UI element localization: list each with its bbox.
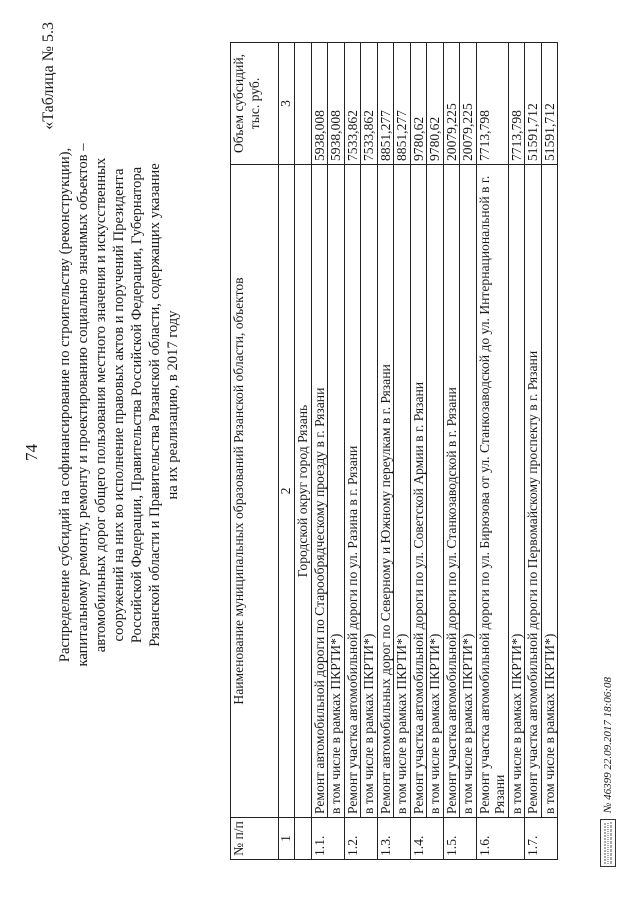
row-amount: 20079,225 (443, 43, 460, 165)
subrow-amount: 7533,862 (361, 43, 378, 165)
subsidy-table (230, 42, 558, 860)
subrow-amount: 9780,62 (427, 43, 444, 165)
subrow-amount: 51591,712 (541, 43, 558, 165)
table-subrow (394, 43, 411, 860)
table-subrow (460, 43, 477, 860)
table-subrow (541, 43, 558, 860)
row-name: Ремонт участка автомобильной дороги по ул. Разина в г. Рязани (344, 165, 361, 818)
row-amount: 8851,277 (377, 43, 394, 165)
subrow-amount: 20079,225 (460, 43, 477, 165)
table-row (377, 43, 394, 860)
title-line: капитальному ремонту, ремонту и проектированию социально значимых объектов – (75, 143, 91, 667)
page-number: 74 (22, 444, 41, 461)
table-subrow (328, 43, 345, 860)
table-row (311, 43, 328, 860)
title-line: автомобильных дорог общего пользования местного значения и искусственных (93, 157, 109, 653)
row-number: 1.7. (525, 818, 558, 860)
registration-stamp-icon (600, 819, 616, 867)
subrow-name: в том числе в рамках ПКРТИ*) (541, 165, 558, 818)
table-subrow (361, 43, 378, 860)
column-index: 3 (279, 43, 295, 165)
column-index: 2 (279, 165, 295, 818)
subrow-amount: 7713,798 (508, 43, 525, 165)
row-name: Ремонт участка автомобильной дороги по ул. Бирюзова от ул. Станкозаводской до ул. Интернациональной в г. Рязани (476, 165, 508, 818)
document-footer (600, 677, 616, 867)
table-title (56, 105, 182, 705)
table-row (476, 43, 508, 860)
subrow-amount: 8851,277 (394, 43, 411, 165)
header-num: № п/п (231, 818, 279, 860)
row-amount: 9780,62 (410, 43, 427, 165)
row-amount: 51591,712 (525, 43, 542, 165)
row-name: Ремонт участка автомобильной дороги по Первомайскому проспекту в г. Рязани (525, 165, 542, 818)
table-subrow (427, 43, 444, 860)
row-amount: 5938,008 (311, 43, 328, 165)
row-amount: 7713,798 (476, 43, 508, 165)
subrow-name: в том числе в рамках ПКРТИ*) (508, 165, 525, 818)
row-number: 1.6. (476, 818, 525, 860)
row-name: Ремонт автомобильной дороги по Старообрядческому проезду в г. Рязани (311, 165, 328, 818)
document-reference: № 46399 22.09.2017 18:06:08 (602, 677, 614, 813)
table-row (344, 43, 361, 860)
row-amount: 7533,862 (344, 43, 361, 165)
table-subrow (508, 43, 525, 860)
table-row (443, 43, 460, 860)
title-line: на их реализацию, в 2017 году (165, 310, 181, 500)
section-title: Городской округ город Рязань (295, 165, 312, 818)
table-number: «Таблица № 5.3 (40, 22, 57, 130)
section-row (295, 43, 312, 860)
subrow-name: в том числе в рамках ПКРТИ*) (394, 165, 411, 818)
row-number: 1.5. (443, 818, 476, 860)
row-name: Ремонт автомобильных дорог по Северному и Южному переулкам в г. Рязани (377, 165, 394, 818)
header-name: Наименование муниципальных образований Рязанской области, объектов (231, 165, 279, 818)
row-number: 1.4. (410, 818, 443, 860)
title-line: сооружений на них во исполнение правовых актов и поручений Президента (111, 168, 127, 642)
subrow-name: в том числе в рамках ПКРТИ*) (361, 165, 378, 818)
row-number: 1.2. (344, 818, 377, 860)
header-amount: Объем субсидий, тыс. руб. (231, 43, 279, 165)
row-number: 1.1. (311, 818, 344, 860)
section-num-cell (295, 818, 312, 860)
subrow-name: в том числе в рамках ПКРТИ*) (328, 165, 345, 818)
subrow-name: в том числе в рамках ПКРТИ*) (460, 165, 477, 818)
row-name: Ремонт участка автомобильной дороги по ул. Станкозаводской в г. Рязани (443, 165, 460, 818)
title-line: Рязанской области и Правительства Рязанской области, содержащих указание (147, 163, 163, 647)
title-line: Российской Федерации, Правительства Российской Федерации, Губернатора (129, 166, 145, 644)
column-index: 1 (279, 818, 295, 860)
section-amount-cell (295, 43, 312, 165)
header-row (231, 43, 279, 860)
table-row (410, 43, 427, 860)
table-row (525, 43, 542, 860)
subrow-name: в том числе в рамках ПКРТИ*) (427, 165, 444, 818)
subrow-amount: 5938,008 (328, 43, 345, 165)
row-number: 1.3. (377, 818, 410, 860)
index-row (279, 43, 295, 860)
row-name: Ремонт участка автомобильной дороги по ул. Советской Армии в г. Рязани (410, 165, 427, 818)
title-line: Распределение субсидий на софинансирование по строительству (реконструкции), (57, 147, 73, 663)
